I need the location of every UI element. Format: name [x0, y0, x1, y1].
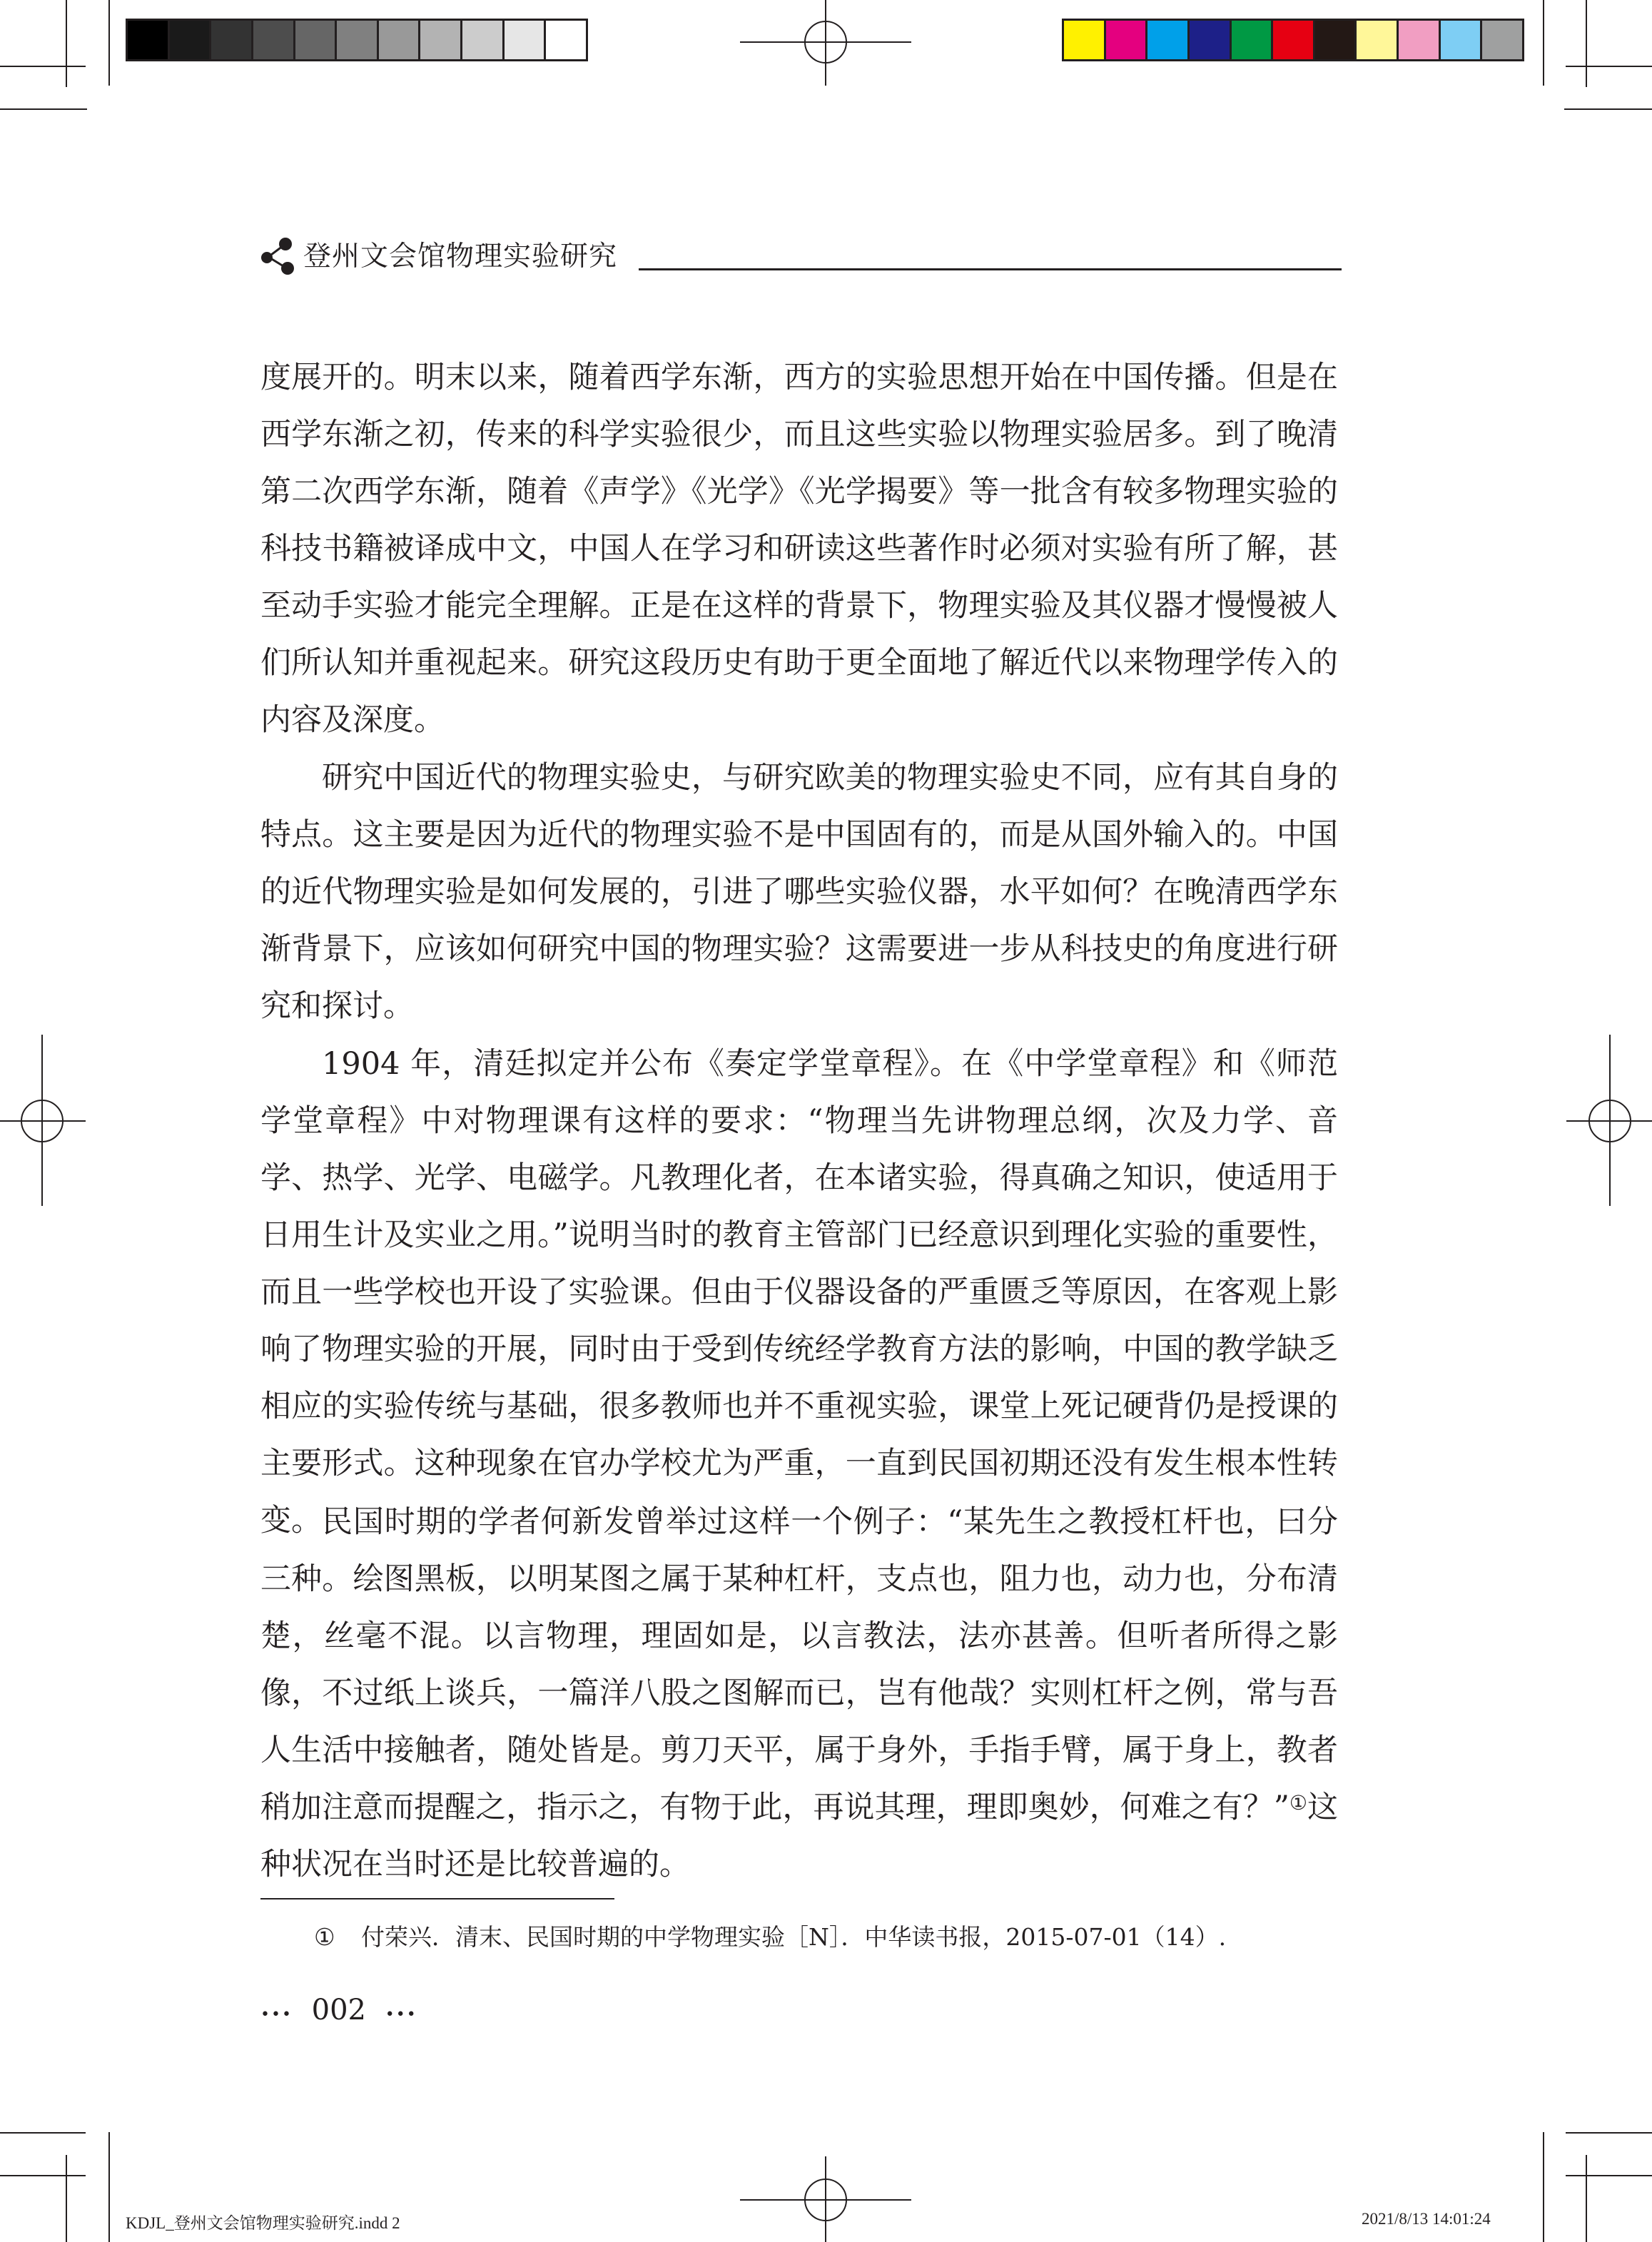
color-swatch	[1399, 21, 1441, 59]
gray-swatch	[505, 21, 547, 59]
gray-swatch	[211, 21, 253, 59]
running-header-title: 登州文会馆物理实验研究	[303, 240, 618, 273]
gray-swatch	[379, 21, 421, 59]
crop-mark	[66, 0, 67, 87]
crop-mark	[1566, 2132, 1652, 2134]
page-number	[260, 1994, 417, 2027]
crop-mark	[1566, 2175, 1652, 2176]
color-swatch	[1232, 21, 1274, 59]
crop-mark	[0, 2132, 86, 2134]
header-rule	[639, 268, 1342, 270]
color-swatch	[1106, 21, 1148, 59]
color-swatch	[1315, 21, 1357, 59]
paragraph-4-text: 民国时期的学者何新发曾举过这样一个例子：“某先生之教授杠杆也，曰分三种。绘图黑板，以明某图之属于某种杠杆，支点也，阻力也，动力也，分布清楚，丝毫不混。以言物理，理固如是，以言教法，法亦甚善。但听者所得之影像，不过纸上谈兵，一篇洋八股之图解而已，岂有他哉？实则杠杆之例，常与吾人生活中接触者，随处皆是。剪刀天平，属于身外，手指手臂，属于身上，教者稍加注意而提醒之，指示之，有物于此，再说其理，理即奥妙，何难之有？”	[260, 1504, 1338, 1825]
paragraph-1: 度展开的。明末以来，随着西学东渐，西方的实验思想开始在中国传播。但是在西学东渐之初，传来的科学实验很少，而且这些实验以物理实验居多。到了晚清第二次西学东渐，随着《声学》《光学》《光学揭要》等一批含有较多物理实验的科技书籍被译成中文，中国人在学习和研读这些著作时必须对实验有所了解，甚至动手实验才能完全理解。正是在这样的背景下，物理实验及其仪器才慢慢被人们所认知并重视起来。研究这段历史有助于更全面地了解近代以来物理学传入的内容及深度。	[260, 360, 1338, 738]
paragraph-4	[260, 1493, 1338, 1893]
gray-scale-bar	[126, 19, 588, 61]
gray-swatch	[420, 21, 462, 59]
slug-filename: KDJL_登州文会馆物理实验研究.indd 2	[126, 2214, 400, 2232]
registration-mark-circle	[804, 2178, 847, 2221]
crop-mark	[1586, 0, 1587, 87]
color-swatch	[1441, 21, 1483, 59]
crop-mark	[108, 2132, 110, 2242]
gray-swatch	[170, 21, 212, 59]
slug-datetime: 2021/8/13 14:01:24	[1362, 2210, 1491, 2228]
crop-mark	[108, 0, 110, 86]
crop-mark	[1543, 0, 1544, 86]
color-swatch	[1273, 21, 1315, 59]
color-swatch	[1357, 21, 1399, 59]
registration-mark-circle	[21, 1100, 64, 1142]
gray-swatch	[128, 21, 170, 59]
crop-mark	[1564, 108, 1652, 110]
page-number-dots-right: •••	[385, 2006, 417, 2024]
registration-mark-circle	[1588, 1100, 1631, 1142]
crop-mark	[1543, 2132, 1544, 2242]
color-swatch	[1147, 21, 1190, 59]
page-number-dots-left: •••	[260, 2006, 293, 2024]
gray-swatch	[546, 21, 586, 59]
gray-swatch	[295, 21, 338, 59]
registration-mark-circle	[804, 21, 847, 64]
crop-mark	[0, 2175, 86, 2176]
color-swatch	[1064, 21, 1106, 59]
crop-mark	[1566, 66, 1652, 67]
paragraph-2: 研究中国近代的物理实验史，与研究欧美的物理实验史不同，应有其自身的特点。这主要是因为近代的物理实验不是中国固有的，而是从国外输入的。中国的近代物理实验是如何发展的，引进了哪些实验仪器，水平如何？在晚清西学东渐背景下，应该如何研究中国的物理实验？这需要进一步从科技史的角度进行研究和探讨。	[260, 760, 1338, 1024]
gray-swatch	[462, 21, 505, 59]
crop-mark	[0, 66, 86, 67]
paragraph-4-tail: 这种状况在当时还是比较普遍的。	[260, 1790, 1338, 1882]
footnote-marker: ①	[314, 1923, 335, 1951]
color-swatch	[1190, 21, 1232, 59]
share-nodes-icon	[260, 235, 295, 275]
footnote-text: 付荣兴．清末、民国时期的中学物理实验［N］．中华读书报，2015-07-01（14）.	[361, 1923, 1227, 1951]
footnote-reference[interactable]: ①	[1289, 1791, 1307, 1815]
gray-swatch	[253, 21, 295, 59]
gray-swatch	[337, 21, 379, 59]
crop-mark	[1586, 2155, 1587, 2242]
page-number-value: 002	[311, 1994, 367, 2027]
color-calibration-bar	[1062, 19, 1524, 61]
footnote-rule	[260, 1898, 614, 1899]
crop-mark	[0, 108, 87, 110]
crop-mark	[66, 2155, 67, 2242]
paragraph-3: 1904 年，清廷拟定并公布《奏定学堂章程》。在《中学堂章程》和《师范学堂章程》中对物理课有这样的要求：“物理当先讲物理总纲，次及力学、音学、热学、光学、电磁学。凡教理化者，在本诸实验，得真确之知识，使适用于日用生计及实业之用。”说明当时的教育主管部门已经意识到理化实验的重要性，而且一些学校也开设了实验课。但由于仪器设备的严重匮乏等原因，在客观上影响了物理实验的开展，同时由于受到传统经学教育方法的影响，中国的教学缺乏相应的实验传统与基础，很多教师也并不重视实验，课堂上死记硬背仍是授课的主要形式。这种现象在官办学校尤为严重，一直到民国初期还没有发生根本性转变。	[260, 1046, 1338, 1538]
color-swatch	[1482, 21, 1522, 59]
